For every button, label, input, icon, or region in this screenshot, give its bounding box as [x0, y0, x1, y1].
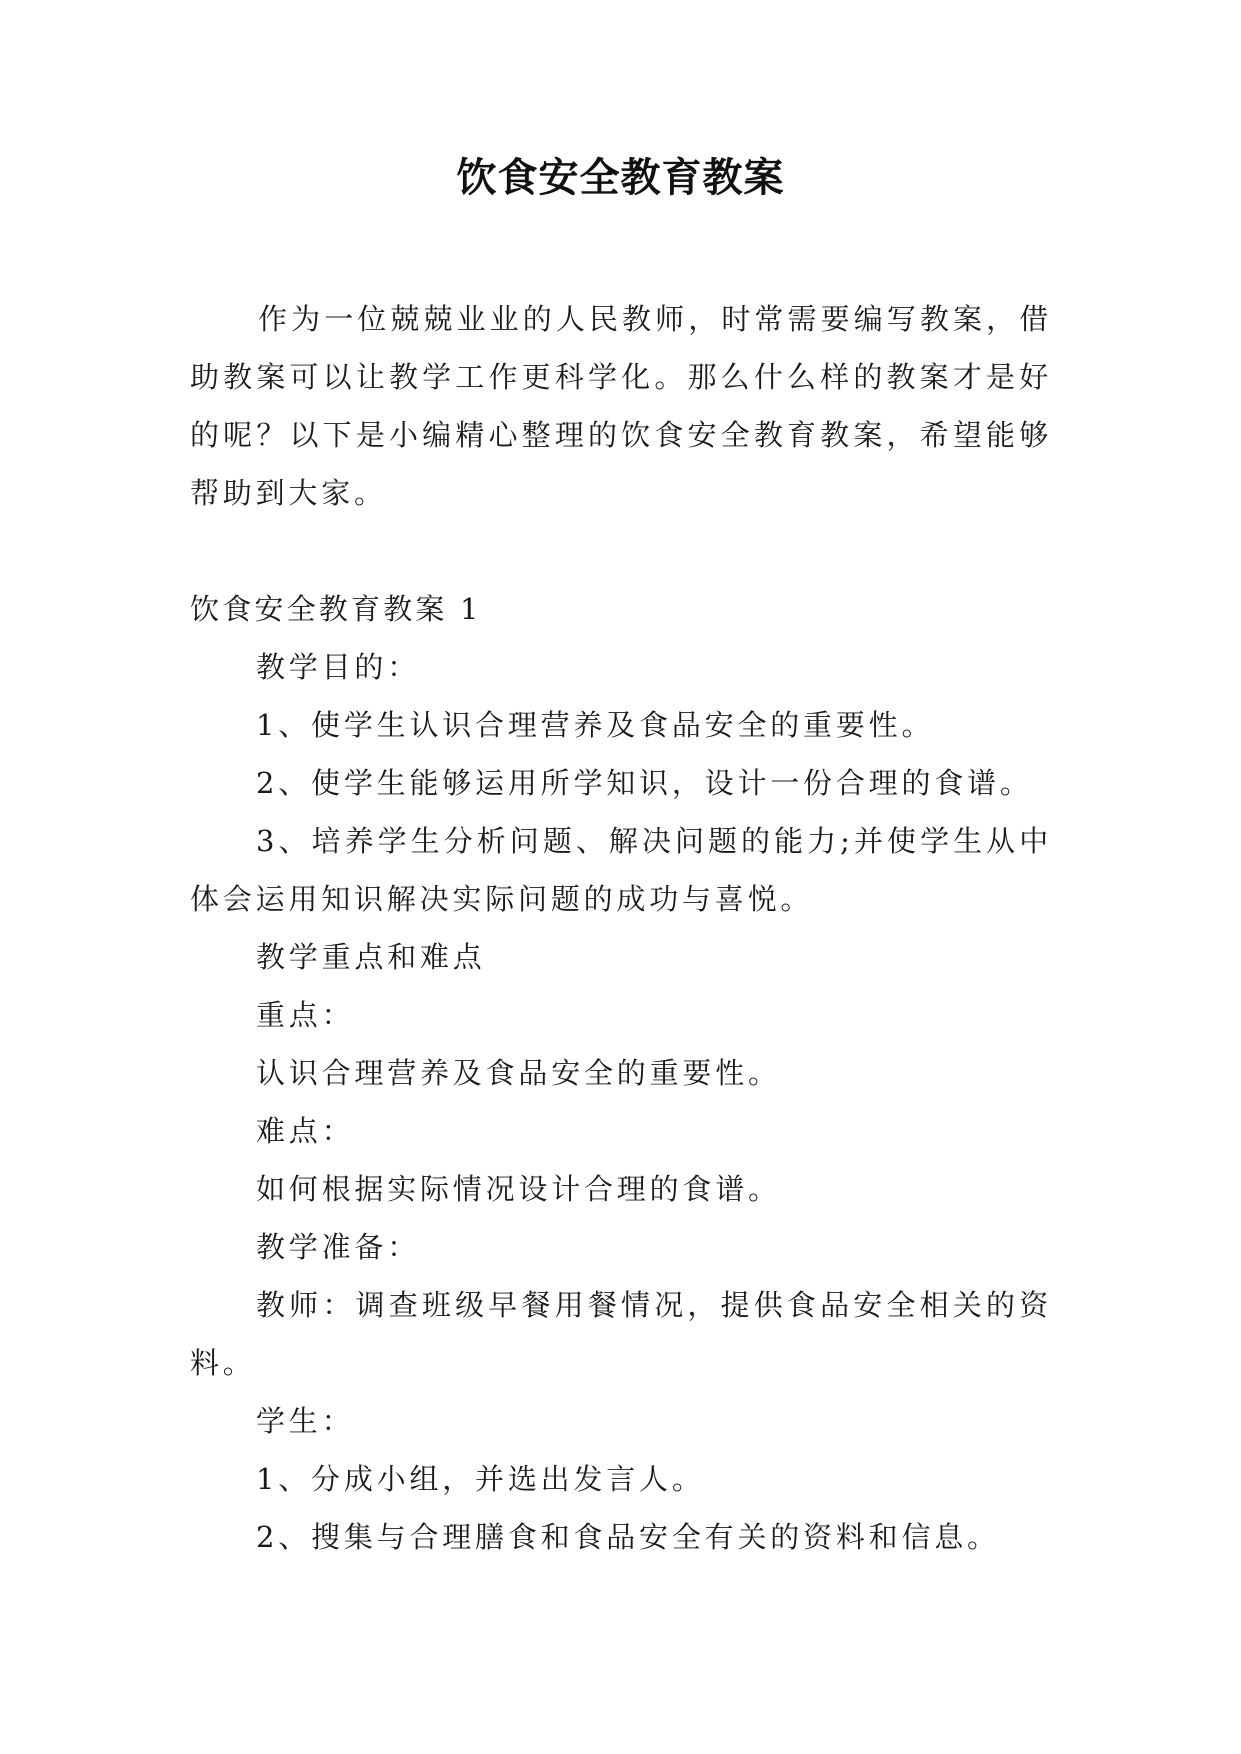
goal-item: 1、使学生认识合理营养及食品安全的重要性。 [256, 708, 935, 742]
difficulty-text: 如何根据实际情况设计合理的食谱。 [256, 1172, 781, 1206]
goal-item: 3、培养学生分析问题、解决问题的能力;并使学生从中体会运用知识解决实际问题的成功与喜悦。 [190, 824, 1052, 916]
intro-paragraph: 作为一位兢兢业业的人民教师，时常需要编写教案，借助教案可以让教学工作更科学化。那么什么样的教案才是好的呢？以下是小编精心整理的饮食安全教育教案，希望能够帮助到大家。 [190, 302, 1052, 510]
document-title: 饮食安全教育教案 [456, 155, 785, 201]
label-difficulty: 难点： [256, 1114, 355, 1148]
document-body [190, 580, 1052, 1566]
heading-teaching-goals: 教学目的： [256, 650, 421, 684]
goal-item: 2、使学生能够运用所学知识，设计一份合理的食谱。 [256, 766, 1033, 800]
student-item: 1、分成小组，并选出发言人。 [256, 1462, 705, 1496]
label-students: 学生： [256, 1404, 355, 1438]
heading-preparation: 教学准备： [256, 1230, 421, 1264]
section-title: 饮食安全教育教案 1 [190, 592, 482, 626]
student-item: 2、搜集与合理膳食和食品安全有关的资料和信息。 [256, 1520, 1000, 1554]
heading-key-points: 教学重点和难点 [256, 940, 486, 974]
teacher-preparation: 教师：调查班级早餐用餐情况，提供食品安全相关的资料。 [190, 1288, 1052, 1380]
key-point-text: 认识合理营养及食品安全的重要性。 [256, 1056, 781, 1090]
label-key-point: 重点： [256, 998, 355, 1032]
